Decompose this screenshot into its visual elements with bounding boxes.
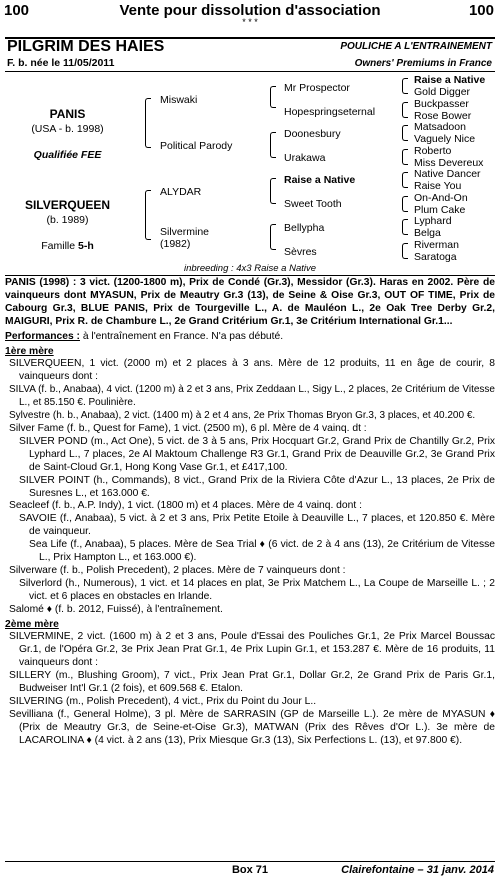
sire-paragraph: PANIS (1998) : 3 vict. (1200-1800 m), Prix de Condé (Gr.3), Messidor (Gr.3). Haras en 2002. Père de vainqueurs dont MYASUN, Prix de Meautry Gr.3 (13), de Seine & Oise Gr.3, OUT OF TIME, Prix de Cabourg Gr.3, BLUE PANIS, Prix de Tourgeville L., A. de Mauléon L., 2e Oak Tree Derby Gr.2, MAIGURI, Prix R. de Chambure L., 2e Grand Critérium Gr.1, 3e Critérium International Gr.1... [5,277,495,327]
sire-note: Qualifiée FEE [33,149,102,161]
catalogue-text [5,277,495,748]
dam-info: (b. 1989) [46,214,89,226]
dam-name: SILVERQUEEN [24,198,111,212]
ped-g4-15: Riverman [414,239,459,251]
page-title: Vente pour dissolution d'association [119,2,381,19]
first-dam-heading: 1ère mère [5,345,54,357]
ped-g3-3: Doonesbury [284,128,341,140]
ped-g4-14: Belga [414,227,441,239]
ped-g4-13: Lyphard [414,215,452,227]
brace-g4-6 [402,196,408,212]
brace-g4-2 [402,102,408,118]
first-dam-line-12: Salomé ♦ (f. b. 2012, Fuissé), à l'entraînement. [9,603,223,615]
ped-g3-4: Urakawa [284,152,326,164]
first-dam-line-9: Sea Life (f., Anabaa), 5 places. Mère de Sea Trial ♦ (6 vict. de 2 à 4 ans (13), 2e Critérium de Vitesse L., Prix Hampton L., et 163.000 €). [29,539,495,564]
second-dam-line-2: SILLERY (m., Blushing Groom), 7 vict., Prix Jean Prat Gr.1, Dollar Gr.2, 2e Grand Prix de Paris Gr.1, Budweiser Int'l Gr.1 (2 fois), et 609.568 €. Etalon. [9,670,495,695]
inbreeding-note: inbreeding : 4x3 Raise a Native [183,263,317,274]
ped-g2-4-year: (1982) [160,238,191,250]
ped-g3-6: Sweet Tooth [284,198,342,210]
first-dam-line-4: Silver Fame (f. b., Quest for Fame), 1 vict. (2500 m), 6 pl. Mère de 4 vainq. dt : [9,422,367,434]
separator-stars: * * * [242,17,258,27]
second-dam-heading: 2ème mère [5,618,59,630]
second-dam-line-1: SILVERMINE, 2 vict. (1600 m) à 2 et 3 ans, Poule d'Essai des Pouliches Gr.1, 2e Prix Marcel Boussac Gr.1, de l'Opéra Gr.2, 3e Prix Jean Prat Gr.1, 4e Prix Lupin Gr.1, et 153.287 €. Mère de 16 produits, 11 vainqueurs dont : [9,631,495,669]
horse-name: PILGRIM DES HAIES [7,38,165,55]
brace-g4-8 [402,243,408,259]
first-dam-line-1: SILVERQUEEN, 1 vict. (2000 m) et 2 places à 3 ans. Mère de 12 produits, 11 en âge de courir, 8 vainqueurs dont : [9,358,495,383]
ped-g4-5: Matsadoon [414,121,466,133]
first-dam-line-5: SILVER POND (m., Act One), 5 vict. de 3 à 5 ans, Prix Hocquart Gr.2, Grand Prix de Chantilly Gr.2, Prix Lyphard L., 7 places, 2e Al Maktoum Challenge R3 Gr.1, Grand Prix de Deauville Gr.2, 3e Grand Prix de Saint-Cloud Gr.1, Hong Kong Vase Gr.1, et £417,100. [19,435,495,473]
ped-g4-7: Roberto [414,145,452,157]
brace-g3-1 [270,86,276,108]
first-dam-line-2: SILVA (f. b., Anabaa), 4 vict. (1200 m) à 2 et 3 ans, Prix Zeddaan L., Sigy L., 2 places, 2e Critérium de Vitesse L., et 85.150 €. Poulinière. [9,384,495,409]
ped-g4-11: On-And-On [414,192,468,204]
page-number-right: 100 [468,2,494,19]
lot-box: Box 71 [231,864,269,876]
premiums-note: Owners' Premiums in France [354,58,492,69]
ped-g4-9: Native Dancer [414,168,481,180]
ped-g4-8: Miss Devereux [414,157,484,169]
ped-g3-1: Mr Prospector [284,82,350,94]
ped-g4-4: Rose Bower [414,110,472,122]
first-dam-line-10: Silverware (f. b., Polish Precedent), 2 places. Mère de 7 vainqueurs dont : [9,564,346,576]
horse-birth: F. b. née le 11/05/2011 [7,57,115,69]
first-dam-line-7: Seacleef (f. b., A.P. Indy), 1 vict. (1800 m) et 4 places. Mère de 4 vainq. dont : [9,500,362,512]
footer-rule [5,861,495,862]
pedigree-table [0,0,500,280]
second-dam-line-4: Sevilliana (f., General Holme), 3 pl. Mère de SARRASIN (GP de Marseille L.). 2e mère de MYASUN ♦ (Prix de Meautry Gr.3, de Seine-et-Oise Gr.3), MATWAN (Prix des Rêves d'Or L.). 3e mère de LACAROLINA ♦ (4 vict. à 2 ans (13), Prix Miesque Gr.3 (13), Six Perfections L. (13), et 97.800 €). [9,708,495,746]
first-dam-line-3: Sylvestre (h. b., Anabaa), 2 vict. (1400 m) à 2 et 4 ans, 2e Prix Thomas Bryon Gr.3, 3 places, et 40.200 €. [9,410,476,422]
brace-g3-4 [270,224,276,250]
brace-g3-2 [270,132,276,158]
brace-g4-3 [402,125,408,141]
ped-g2-4: Silvermine [160,226,210,238]
brace-dam [145,190,151,240]
brace-g4-5 [402,172,408,188]
dam-family: Famille 5-h [41,240,94,252]
sale-info: Clairefontaine – 31 janv. 2014 [341,864,494,876]
ped-g4-10: Raise You [414,180,462,192]
horse-status: POULICHE A L'ENTRAINEMENT [340,41,492,52]
ped-g3-5: Raise a Native [284,174,356,186]
second-dam-line-3: SILVERING (m., Polish Precedent), 4 vict., Prix du Point du Jour L.. [9,696,317,707]
ped-g4-1: Raise a Native [414,74,486,86]
performances: Performances : à l'entraînement en France. N'a pas débuté. [5,330,284,342]
pedigree-bottom-rule [5,275,495,276]
brace-g4-7 [402,219,408,235]
brace-g4-1 [402,78,408,94]
ped-g4-3: Buckpasser [414,98,469,110]
first-dam-line-6: SILVER POINT (h., Commands), 8 vict., Grand Prix de la Riviera Côte d'Azur L., 13 places, 2e Prix de Suresnes L., et 163.000 €. [19,474,495,499]
page-number-left: 100 [4,2,30,19]
ped-g3-8: Sèvres [284,246,317,258]
ped-g4-12: Plum Cake [414,204,466,216]
brace-g4-4 [402,149,408,165]
brace-sire [145,98,151,148]
first-dam-line-11: Silverlord (h., Numerous), 1 vict. et 14 places en plat, 3e Prix Matchem L., La Coupe de Marseille L. ; 2 vict. et 6 places en obstacles en Irlande. [19,577,495,602]
ped-g3-2: Hopespringseternal [284,106,376,118]
sire-info: (USA - b. 1998) [31,123,104,135]
ped-g2-3: ALYDAR [160,186,202,198]
brace-g3-3 [270,178,276,204]
ped-g4-2: Gold Digger [414,86,471,98]
ped-g3-7: Bellypha [284,222,325,234]
sire-name: PANIS [49,107,86,121]
ped-g2-1: Miswaki [160,94,198,106]
first-dam-line-8: SAVOIE (f., Anabaa), 5 vict. à 2 et 3 ans, Prix Petite Etoile à Deauville L., 7 places, et 120.850 €. Mère de vainqueur. [19,513,495,538]
ped-g4-6: Vaguely Nice [414,133,476,145]
ped-g2-2: Political Parody [160,140,233,152]
ped-g4-16: Saratoga [414,251,457,263]
